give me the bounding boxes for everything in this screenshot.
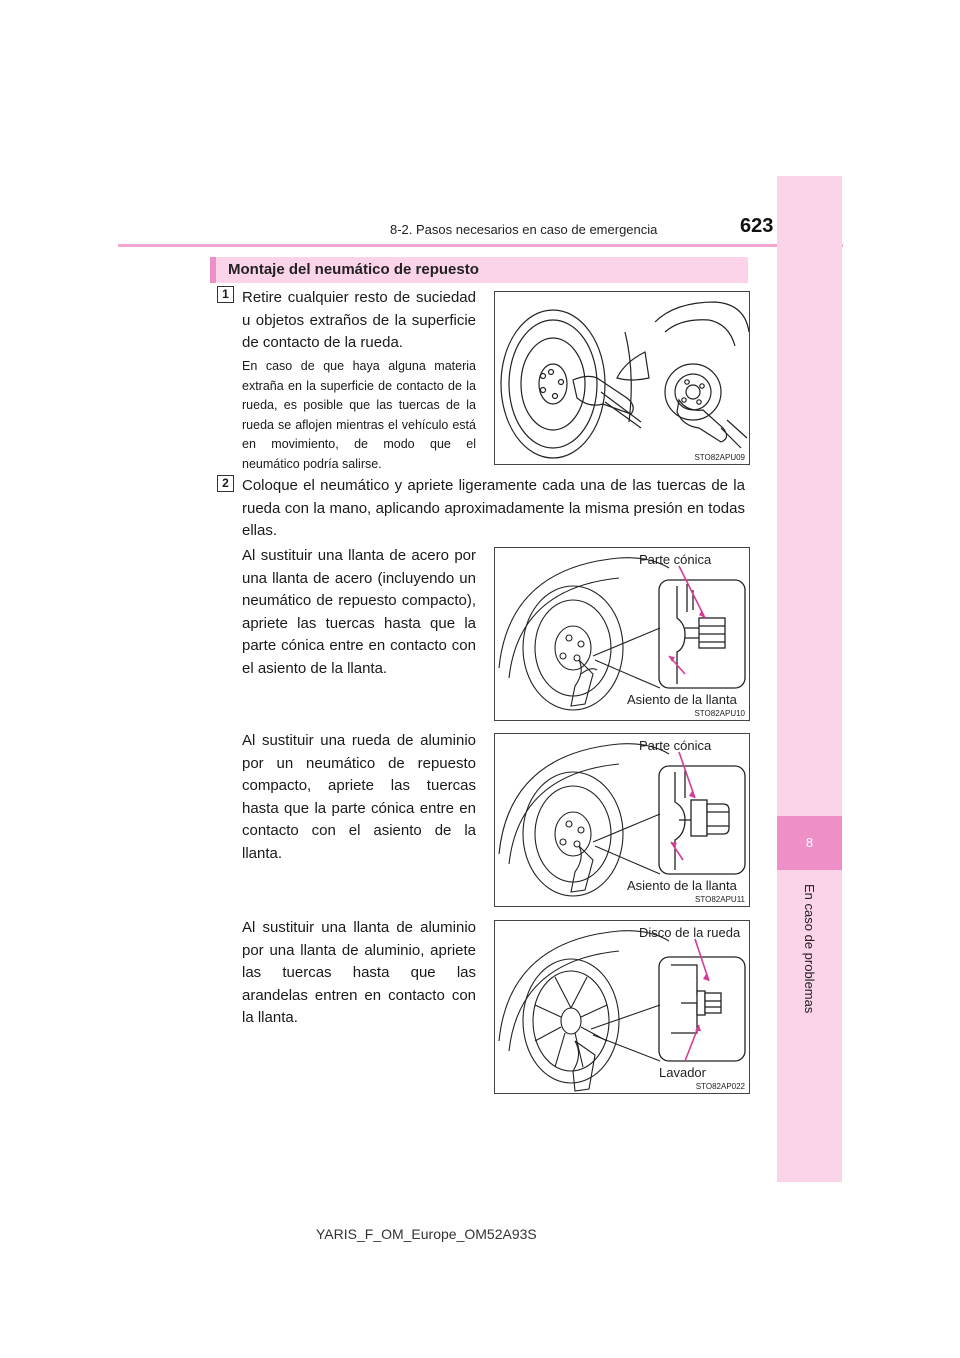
figure-code: STO82APU11 [695,895,745,904]
running-header: 8-2. Pasos necesarios en caso de emergencia [390,222,658,237]
header-rule [118,244,843,247]
figure-code: STO82AP022 [695,1082,745,1091]
section-title: Montaje del neumático de repuesto [210,257,748,283]
callout-conical-part: Parte cónica [639,552,712,567]
step-2-text: Coloque el neumático y apriete ligeramente cada una de las tuercas de la rueda con la mano, aplicando aproximadamente la misma presión en todas ellas. [242,477,745,539]
illustration-aluminium-rim [495,921,749,1093]
figure-code: STO82APU09 [694,453,745,462]
chapter-title: En caso de problemas [802,884,817,1014]
chapter-tab-upper [777,176,842,816]
case-aluminium-aluminium-text: Al sustituir una llanta de aluminio por una llanta de aluminio, apriete las tuercas hasta que las arandelas entren en contacto con la llanta. [242,919,476,1026]
page-number: 623 [740,215,774,237]
callout-conical-part: Parte cónica [639,738,712,753]
case-aluminium-compact-text: Al sustituir una rueda de aluminio por un neumático de repuesto compacto, apriete las tuercas hasta que la parte cónica entre en contacto con el asiento de la llanta. [242,732,476,862]
figure-code: STO82APU10 [694,709,745,718]
chapter-number: 8 [805,835,814,850]
callout-rim-seat: Asiento de la llanta [627,692,737,707]
callout-washer: Lavador [659,1065,706,1080]
step-1-text: Retire cualquier resto de suciedad u objetos extraños de la superficie de contacto de la rueda. [242,289,476,351]
figure-aluminium-rim [494,920,750,1094]
step-1-note: En caso de que haya alguna materia extraña en la superficie de contacto de la rueda, es posible que las tuercas de la rueda se aflojen mientras el vehículo está en movimiento, de modo que el neumático podría salirse. [242,359,476,471]
callout-wheel-disc: Disco de la rueda [639,925,741,940]
figure-steel-rim [494,547,750,721]
figure-aluminium-compact [494,733,750,907]
case-steel-text: Al sustituir una llanta de acero por una llanta de acero (incluyendo un neumático de repuesto compacto), apriete las tuercas hasta que la parte cónica entre en contacto con el asiento de la llanta. [242,547,476,677]
figure-clean-hub [494,291,750,465]
step-number-1: 1 [217,286,234,303]
illustration-clean-hub [495,292,749,464]
callout-rim-seat: Asiento de la llanta [627,878,737,893]
document-footer: YARIS_F_OM_Europe_OM52A93S [316,1226,537,1242]
step-number-2: 2 [217,475,234,492]
